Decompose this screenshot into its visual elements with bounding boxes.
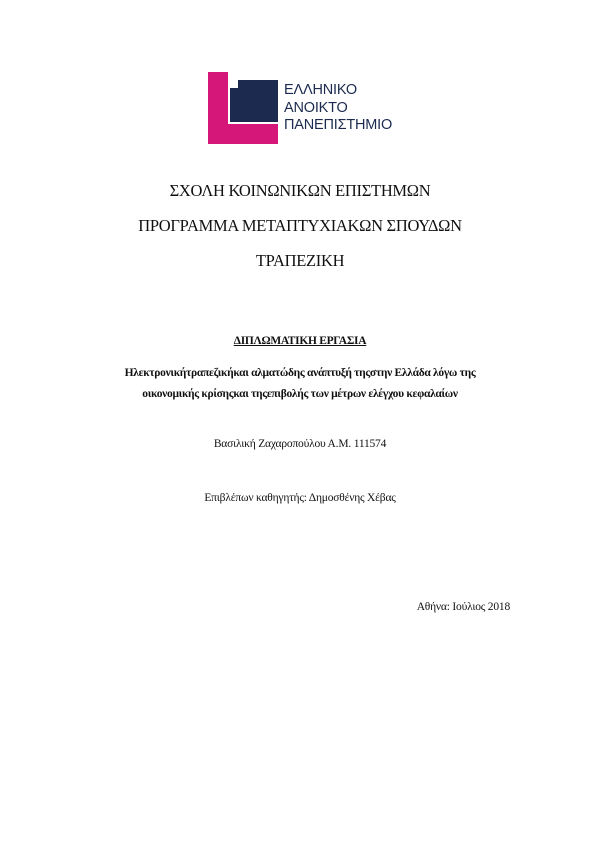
university-name: [284, 82, 392, 135]
university-name-line-3: ΠΑΝΕΠΙΣΤΗΜΙΟ: [284, 117, 393, 133]
thesis-title: [80, 363, 520, 405]
author-line: Βασιλική Ζαχαροπούλου Α.Μ. 111574: [213, 438, 387, 450]
school-name: ΣΧΟΛΗ ΚΟΙΝΩΝΙΚΩΝ ΕΠΙΣΤΗΜΩΝ: [169, 181, 431, 200]
university-name-line-2: ΑΝΟΙΚΤΟ: [284, 99, 348, 116]
thesis-title-line-1: Ηλεκτρονικήτραπεζικήκαι αλματώδης ανάπτυξή τηςστην Ελλάδα λόγω της: [124, 367, 476, 379]
program-name: ΠΡΟΓΡΑΜΜΑ ΜΕΤΑΠΤΥΧΙΑΚΩΝ ΣΠΟΥΔΩΝ: [138, 216, 462, 235]
thesis-title-line-2: οικονομικής κρίσηςκαι τηςεπιβολής των μέτρων ελέγχου κεφαλαίων: [142, 388, 458, 400]
thesis-label: ΔΙΠΛΩΜΑΤΙΚΗ ΕΡΓΑΣΙΑ: [233, 335, 367, 347]
field-name: ΤΡΑΠΕΖΙΚΗ: [255, 251, 345, 270]
university-emblem-icon: [208, 72, 280, 144]
place-date: Αθήνα: Ιούλιος 2018: [416, 601, 510, 613]
university-logo: [208, 72, 398, 144]
university-name-line-1: ΕΛΛΗΝΙΚΟ: [284, 82, 357, 98]
supervisor-line: Επιβλέπων καθηγητής: Δημοσθένης Χέβας: [204, 492, 396, 504]
